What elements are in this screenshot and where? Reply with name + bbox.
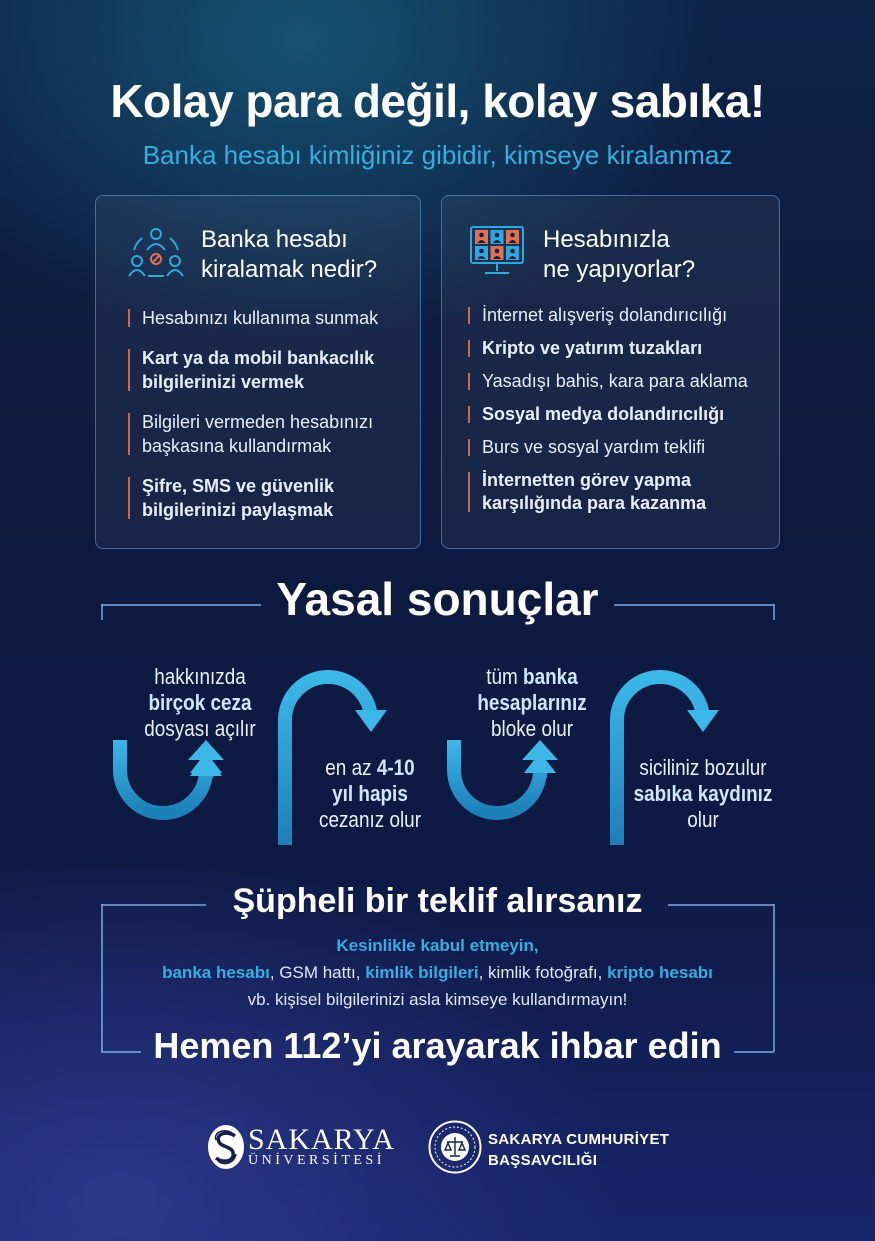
rental-definition-list xyxy=(128,306,408,522)
prosecutor-office-name: SAKARYA CUMHURİYET BAŞSAVCILIĞI xyxy=(488,1131,670,1169)
left-card-title: Banka hesabı kiralamak nedir? xyxy=(201,226,378,283)
step-accounts-blocked: tüm banka hesaplarınız bloke olur xyxy=(477,664,587,741)
fraud-uses-list xyxy=(468,304,768,515)
step-prison-sentence: en az 4-10 yıl hapis cezanız olur xyxy=(318,755,422,832)
list-item: Burs ve sosyal yardım teklifi xyxy=(468,436,768,459)
step-criminal-record: siciliniz bozulur sabıka kaydınız olur xyxy=(633,755,773,832)
list-item: Bilgileri vermeden hesabınızı başkasına kullandırmak xyxy=(128,410,408,458)
right-card-title: Hesabınızla ne yapıyorlar? xyxy=(543,226,696,283)
page-subtitle: Banka hesabı kimliğiniz gibidir, kimseye kiralanmaz xyxy=(142,140,733,170)
suspicious-offer-title: Şüpheli bir teklif alırsanız xyxy=(232,882,643,920)
list-item: İnternetten görev yapma karşılığında para kazanma xyxy=(468,469,768,515)
page-title: Kolay para değil, kolay sabıka! xyxy=(110,75,765,127)
arrow-up-right xyxy=(454,740,540,813)
university-subtitle: ÜNİVERSİTESİ xyxy=(248,1153,385,1168)
list-item: Hesabınızı kullanıma sunmak xyxy=(128,306,408,330)
up-arrowhead-icon xyxy=(188,740,224,760)
monitor-users-icon xyxy=(470,226,524,276)
list-item: Kripto ve yatırım tuzakları xyxy=(468,337,768,360)
legal-section-title: Yasal sonuçlar xyxy=(276,573,599,625)
call-112-text: Hemen 112’yi arayarak ihbar edin xyxy=(153,1025,722,1066)
up-arrowhead-icon xyxy=(522,740,558,760)
sakarya-university-logo-icon xyxy=(207,1124,245,1170)
list-item: Kart ya da mobil bankacılık bilgilerinizi vermek xyxy=(128,346,408,394)
list-item: Sosyal medya dolandırıcılığı xyxy=(468,403,768,426)
list-item: Yasadışı bahis, kara para aklama xyxy=(468,370,768,393)
university-name: SAKARYA xyxy=(248,1123,396,1156)
people-network-icon xyxy=(128,226,184,278)
list-item: Şifre, SMS ve güvenlik bilgilerinizi paylaşmak xyxy=(128,474,408,522)
prosecutor-office-seal-icon xyxy=(428,1120,482,1174)
list-item: İnternet alışveriş dolandırıcılığı xyxy=(468,304,768,327)
step-criminal-files: hakkınızda birçok ceza dosyası açılır xyxy=(144,664,256,741)
arrow-up-left xyxy=(120,740,206,813)
warning-text: Kesinlikle kabul etmeyin, banka hesabı, GSM hattı, kimlik bilgileri, kimlik fotoğrafı, kripto hesabı vb. kişisel bilgilerinizi asla kimseye kullandırmayın! xyxy=(162,936,713,1009)
